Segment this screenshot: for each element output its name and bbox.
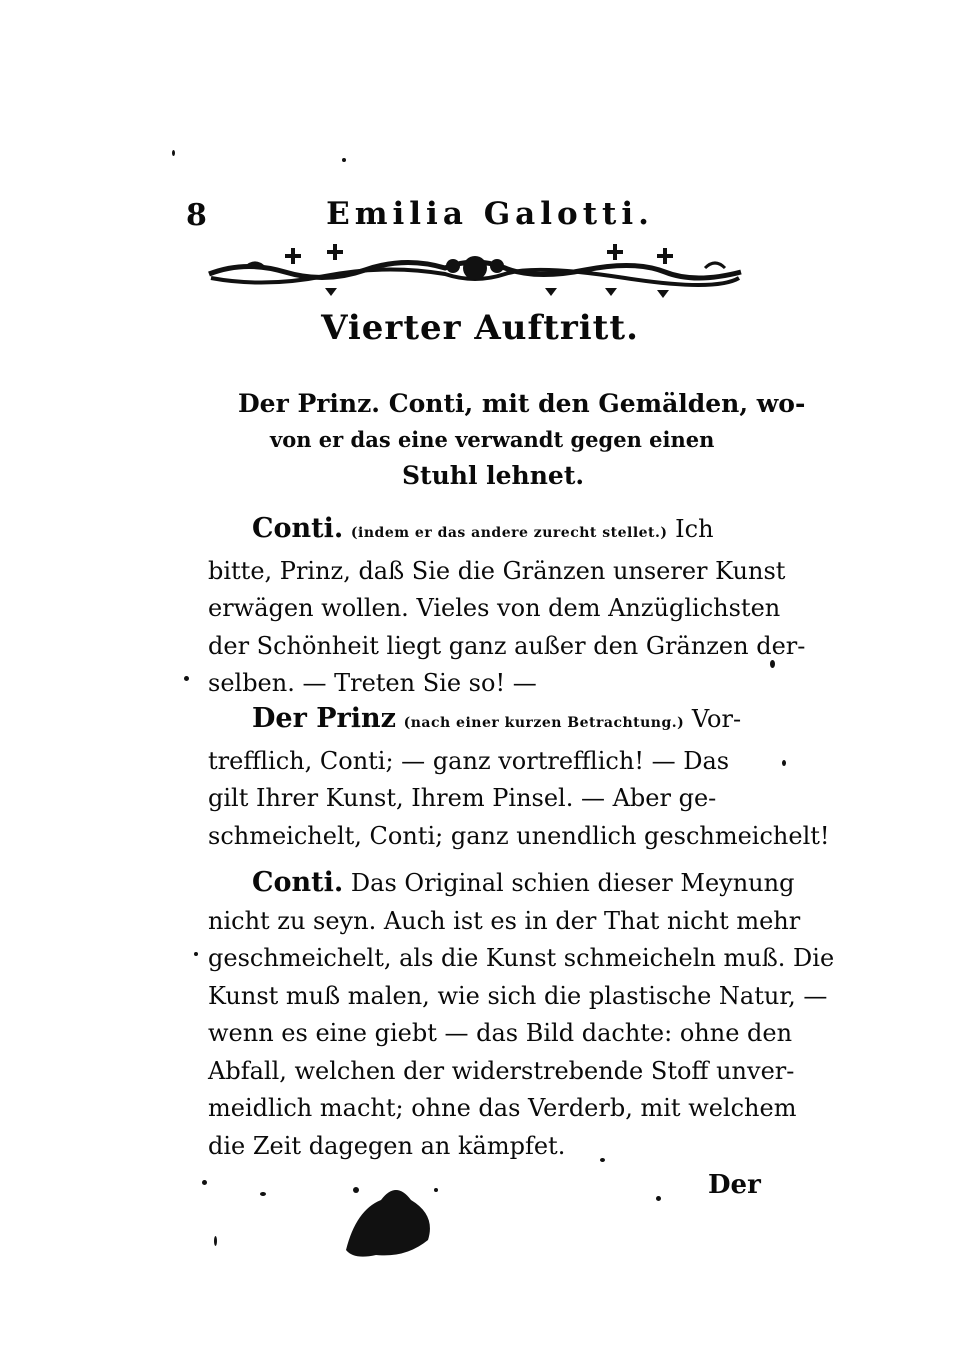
speech-line: die Zeit dagegen an kämpfet. xyxy=(208,1131,566,1160)
print-speck xyxy=(194,952,198,956)
stage-direction-line: Der Prinz. Conti, mit den Gemälden, wo- xyxy=(238,389,806,418)
speech-line: gilt Ihrer Kunst, Ihrem Pinsel. — Aber ge- xyxy=(208,784,717,812)
stage-direction-line: von er das eine verwandt gegen einen xyxy=(270,427,715,452)
scene-heading: Vierter Auftritt. xyxy=(321,308,639,348)
speech-first-line xyxy=(208,510,768,553)
speech-line: selben. — Treten Sie so! — xyxy=(208,669,537,697)
speech-line: wenn es eine giebt — das Bild dachte: ohne den xyxy=(208,1019,793,1047)
print-speck xyxy=(260,1192,266,1196)
speech-line: erwägen wollen. Vieles von dem Anzüglichsten xyxy=(208,594,781,622)
stage-direction xyxy=(238,386,806,494)
speech-line: trefflich, Conti; — ganz vortrefflich! — Das xyxy=(208,746,730,775)
inline-stage-direction: (indem er das andere zurecht stellet.) xyxy=(350,525,668,541)
speech-line: Kunst muß malen, wie sich die plastische Natur, — xyxy=(208,981,828,1010)
speech-first-line xyxy=(208,864,795,903)
ink-blot xyxy=(336,1170,446,1260)
stage-direction-line: Stuhl lehnet. xyxy=(402,461,585,490)
print-speck xyxy=(184,676,189,681)
decorative-rule-ornament xyxy=(205,238,745,300)
speech-conti-1 xyxy=(208,510,806,703)
print-speck xyxy=(214,1236,217,1246)
speech-text: Ich xyxy=(675,515,714,543)
speech-line: Abfall, welchen der widerstrebende Stoff unver- xyxy=(208,1056,795,1085)
speech-line: der Schönheit liegt ganz außer den Gränzen der- xyxy=(208,631,806,660)
speaker-name: Conti. xyxy=(252,513,344,544)
catchword: Der xyxy=(708,1170,761,1200)
page-number: 8 xyxy=(186,198,207,233)
speech-text: Das Original schien dieser Meynung xyxy=(350,869,795,897)
print-speck xyxy=(172,150,175,156)
print-speck xyxy=(202,1180,207,1185)
speech-line: meidlich macht; ohne das Verderb, mit welchem xyxy=(208,1094,797,1122)
print-speck xyxy=(656,1196,661,1201)
print-speck xyxy=(342,158,346,162)
running-title: Emilia Galotti. xyxy=(326,196,654,232)
print-speck xyxy=(770,660,775,668)
speech-line: schmeichelt, Conti; ganz unendlich geschmeichelt! xyxy=(208,821,830,850)
speaker-name: Conti. xyxy=(252,867,344,898)
print-speck xyxy=(600,1158,605,1162)
speech-prinz xyxy=(208,700,830,855)
inline-stage-direction: (nach einer kurzen Betrachtung.) xyxy=(403,715,685,731)
speech-text: Vor- xyxy=(691,705,742,733)
speech-conti-2 xyxy=(208,864,835,1165)
print-speck xyxy=(782,760,786,766)
speech-line: bitte, Prinz, daß Sie die Gränzen unserer Kunst xyxy=(208,556,786,585)
speech-line: geschmeichelt, als die Kunst schmeicheln muß. Die xyxy=(208,944,835,972)
speech-line: nicht zu seyn. Auch ist es in der That nicht mehr xyxy=(208,906,801,935)
speaker-name: Der Prinz xyxy=(252,703,396,734)
speech-first-line xyxy=(208,700,768,743)
